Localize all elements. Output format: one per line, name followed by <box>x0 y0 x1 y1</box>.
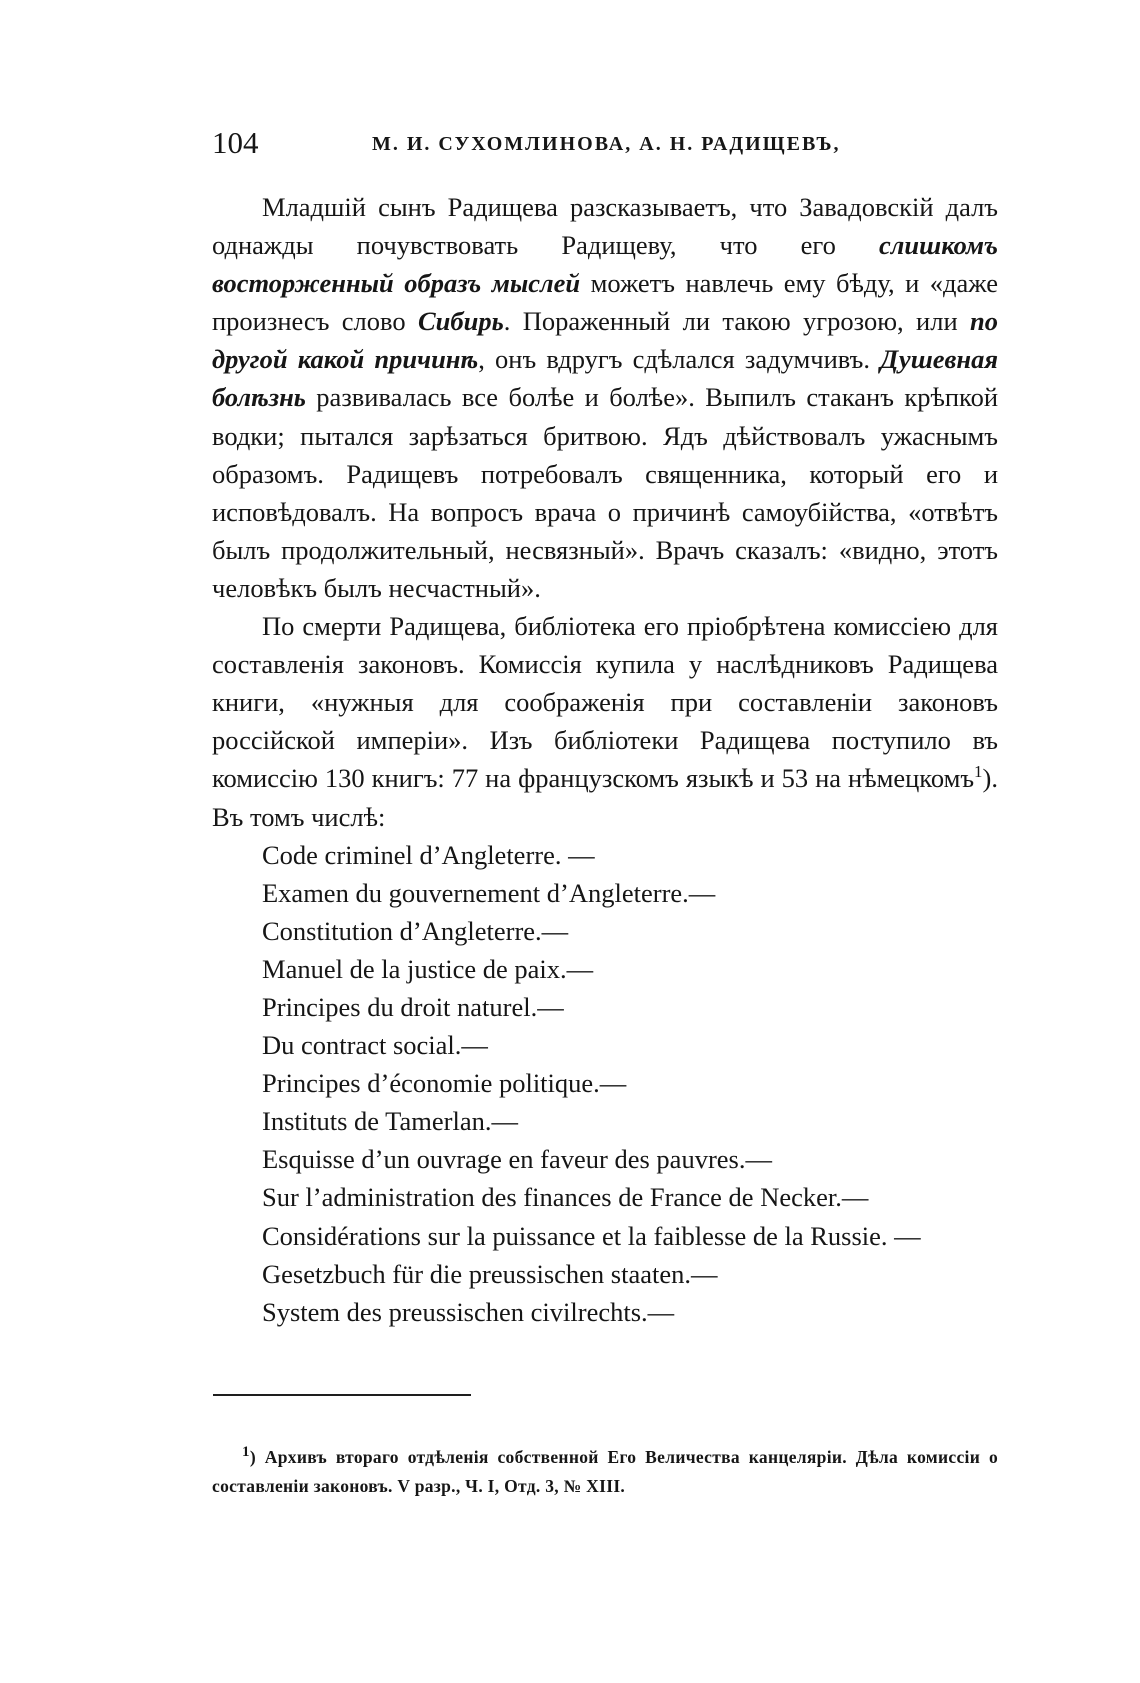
emphasis-bolezn: Душевная болѣзнь <box>212 344 998 413</box>
paragraph-1: Младшій сынъ Радищева разсказываетъ, что Завадовскій далъ однажды почувствовать Радищеву, что его слишкомъ восторженный образъ мыслей можетъ навлечь ему бѣду, и «даже произнесъ слово Сибирь. Пораженный ли такою угрозою, или по другой какой причинѣ, онъ вдругъ сдѣлался задумчивъ. Душевная болѣзнь развивалась все болѣе и болѣе». Выпилъ стаканъ крѣпкой водки; пытался зарѣзаться бритвою. Ядъ дѣйствовалъ ужаснымъ образомъ. Радищевъ потребовалъ священника, который его и исповѣдовалъ. На вопросъ врача о причинѣ самоубійства, «отвѣтъ былъ продолжительный, несвязный». Врачъ сказалъ: «видно, этотъ человѣкъ былъ несчастный». <box>212 192 999 603</box>
list-item: Du contract social.— <box>262 1030 488 1061</box>
running-title: М. И. СУХОМЛИНОВА, А. Н. РАДИЩЕВЪ, <box>372 133 841 155</box>
list-item: Esquisse d’un ouvrage en faveur des pauvres.— <box>262 1144 772 1175</box>
footnote-divider <box>213 1394 471 1396</box>
list-item: Principes d’économie politique.— <box>262 1068 627 1099</box>
page-number: 104 <box>212 125 259 160</box>
list-item: System des preussischen civilrechts.— <box>262 1296 675 1327</box>
main-text <box>212 188 998 1331</box>
footnote-text: ) Архивъ втораго отдѣленія собственной Его Величества канцеляріи. Дѣла комиссіи о составленіи законовъ. V разр., Ч. I, Отд. 3, № XIII. <box>212 1446 998 1496</box>
emphasis-sibir: Сибирь <box>418 306 504 337</box>
list-item: Sur l’administration des finances de France de Necker.— <box>262 1182 869 1213</box>
list-item: Constitution d’Angleterre.— <box>262 915 569 946</box>
list-item: Manuel de la justice de paix.— <box>262 953 594 984</box>
emphasis-slishkom: слишкомъ восторженный образъ мыслей <box>212 230 998 299</box>
footnote-mark: 1 <box>242 1443 250 1460</box>
footnote <box>212 1443 998 1501</box>
running-header <box>212 123 998 163</box>
book-list <box>212 836 998 1331</box>
list-item: Gesetzbuch für die preussischen staaten.— <box>262 1258 718 1289</box>
list-item: Considérations sur la puissance et la faiblesse de la Russie. — <box>262 1220 921 1251</box>
list-item: Examen du gouvernement d’Angleterre.— <box>262 877 716 908</box>
list-item: Code criminel d’Angleterre. — <box>262 839 595 870</box>
footnote-reference[interactable]: 1 <box>974 762 983 782</box>
emphasis-prichina: по другой какой причинѣ <box>212 306 999 375</box>
list-item: Principes du droit naturel.— <box>262 991 564 1022</box>
paragraph-2: По смерти Радищева, библіотека его пріобрѣтена комиссіею для составленія законовъ. Комиссія купила у наслѣдниковъ Радищева книги, «нужныя для соображенія при составленіи законовъ россійской имперіи». Изъ библіотеки Радищева поступило въ комиссію 130 книгъ: 77 на французскомъ языкѣ и 53 на нѣмецкомъ$^1$). Въ томъ числѣ: <box>212 611 998 832</box>
list-item: Instituts de Tamerlan.— <box>262 1106 518 1137</box>
